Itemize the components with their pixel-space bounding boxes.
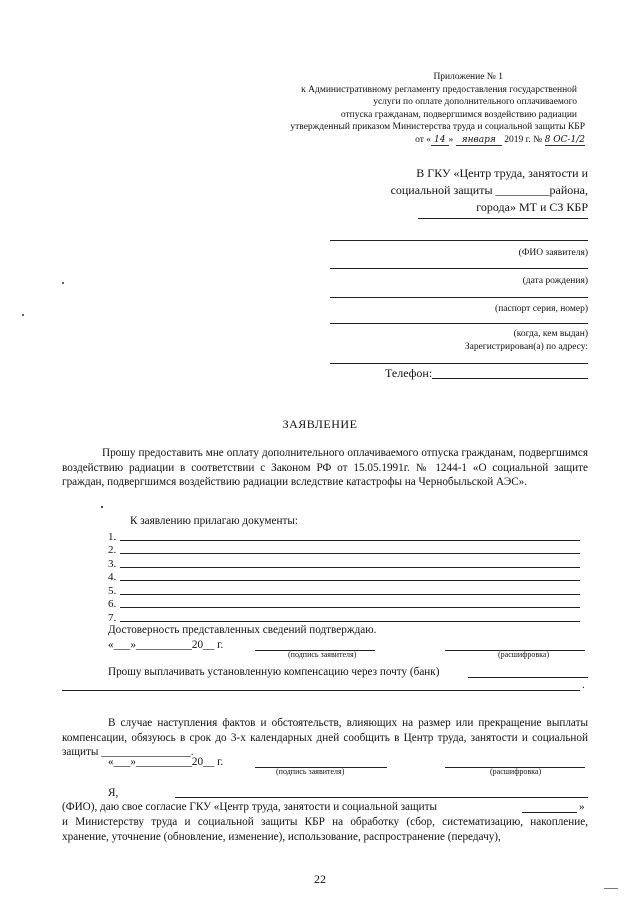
field-line[interactable] (418, 218, 588, 219)
phone-label: Телефон: (385, 366, 433, 380)
request-paragraph: Прошу предоставить мне оплату дополнительного оплачиваемого отпуска гражданам, подвергшимся воздействию радиации в соответствии с Законом РФ от 15.05.1991г. № 1244-1 «О социальной защите граждан, подвергшимся воздействию радиации вследствие катастрофы на Чернобыльской АЭС». (62, 447, 588, 489)
date-line-2: «___»__________20__ г. (108, 756, 224, 768)
document-item[interactable] (108, 570, 588, 584)
appendix-block (205, 71, 585, 146)
document-item-line[interactable] (120, 553, 580, 554)
phone-field[interactable] (432, 378, 588, 379)
confirm-text: Достоверность представленных сведений подтверждаю. (108, 624, 377, 636)
handwritten-day: 14 (431, 135, 448, 146)
document-title: ЗАЯВЛЕНИЕ (282, 417, 358, 431)
document-item[interactable] (108, 597, 588, 611)
signature-caption: (подпись заявителя) (288, 650, 357, 659)
scan-mark (604, 888, 618, 889)
field-line[interactable] (330, 297, 588, 298)
decode-caption-2: (расшифровка) (490, 767, 542, 776)
passport-caption: (паспорт серия, номер) (495, 304, 588, 314)
page-number: 22 (314, 872, 326, 886)
document-item-line[interactable] (120, 607, 580, 608)
document-item-line[interactable] (120, 540, 580, 541)
document-item-number: 5. (108, 584, 117, 597)
addressee-line: социальной защиты _________района, (390, 183, 588, 197)
consent-paragraph: и Министерству труда и социальной защиты КБР на обработку (сбор, систематизацию, накопление, хранение, уточнение (обновление, изменение), использование, распространение (передачу), (62, 816, 588, 843)
scan-mark (101, 506, 103, 508)
document-item-number: 3. (108, 557, 117, 570)
appendix-line: утвержденный приказом Министерства труда и социальной защиты КБР (290, 122, 585, 132)
fio-field[interactable] (175, 797, 588, 798)
decode-caption: (расшифровка) (498, 650, 550, 659)
signature-caption-2: (подпись заявителя) (276, 767, 345, 776)
document-item-line[interactable] (120, 567, 580, 568)
scan-mark (22, 314, 24, 316)
date-line: «___»__________20__ г. (108, 639, 224, 651)
document-item-number: 7. (108, 611, 117, 624)
ya-label: Я, (108, 787, 119, 799)
consent-quote: » (579, 801, 585, 813)
documents-list (108, 529, 588, 624)
document-item-number: 6. (108, 598, 117, 610)
document-item-line[interactable] (120, 580, 580, 581)
document-item-number: 2. (108, 544, 117, 556)
registered-label: Зарегистрирован(а) по адресу: (464, 342, 588, 352)
documents-heading: К заявлению прилагаю документы: (130, 515, 298, 527)
field-line[interactable] (330, 268, 588, 269)
appendix-number: Приложение № 1 (433, 72, 503, 82)
document-item[interactable] (108, 556, 588, 570)
document-item[interactable] (108, 529, 588, 543)
document-item-line[interactable] (120, 594, 580, 595)
appendix-line: отпуска гражданам, подвергшимся воздействию радиации (340, 109, 577, 120)
bank-field[interactable] (468, 677, 588, 678)
appendix-date: от « 14 » января 2019 г. № 8 ОС-1/2 (415, 134, 585, 145)
handwritten-month: января (456, 135, 502, 146)
field-line[interactable] (330, 240, 588, 241)
field-line[interactable] (330, 323, 588, 324)
bank-field-2[interactable] (62, 690, 580, 691)
appendix-line: услуги по оплате дополнительного оплачиваемого (373, 97, 577, 107)
addressee-block (288, 165, 588, 216)
center-field[interactable] (522, 812, 577, 813)
period: . (582, 679, 585, 691)
obligation-paragraph: В случае наступления фактов и обстоятельств, влияющих на размер или прекращение выплаты компенсации, обязуюсь в срок до 3-х календарных дней сообщить в Центр труда, занятости и социальной защиты ________________. (62, 717, 588, 759)
document-item-line[interactable] (120, 621, 580, 622)
field-line[interactable] (330, 363, 588, 364)
consent-line1: (ФИО), даю свое согласие ГКУ «Центр труда, занятости и социальной защиты (62, 801, 438, 813)
fio-caption: (ФИО заявителя) (518, 248, 588, 258)
document-item[interactable] (108, 610, 588, 624)
scan-mark (62, 282, 64, 284)
document-item[interactable] (108, 583, 588, 597)
document-item-number: 1. (108, 530, 117, 543)
handwritten-number: 8 ОС-1/2 (544, 134, 585, 145)
payment-text: Прошу выплачивать установленную компенсацию через почту (банк) (108, 666, 440, 678)
document-item[interactable] (108, 543, 588, 557)
appendix-line: к Административному регламенту предоставления государственной (301, 84, 577, 95)
addressee-line: В ГКУ «Центр труда, занятости и (416, 166, 588, 180)
birth-caption: (дата рождения) (522, 276, 588, 286)
addressee-line: города» МТ и СЗ КБР (476, 200, 588, 214)
issued-caption: (когда, кем выдан) (513, 329, 588, 339)
document-item-number: 4. (108, 571, 117, 583)
